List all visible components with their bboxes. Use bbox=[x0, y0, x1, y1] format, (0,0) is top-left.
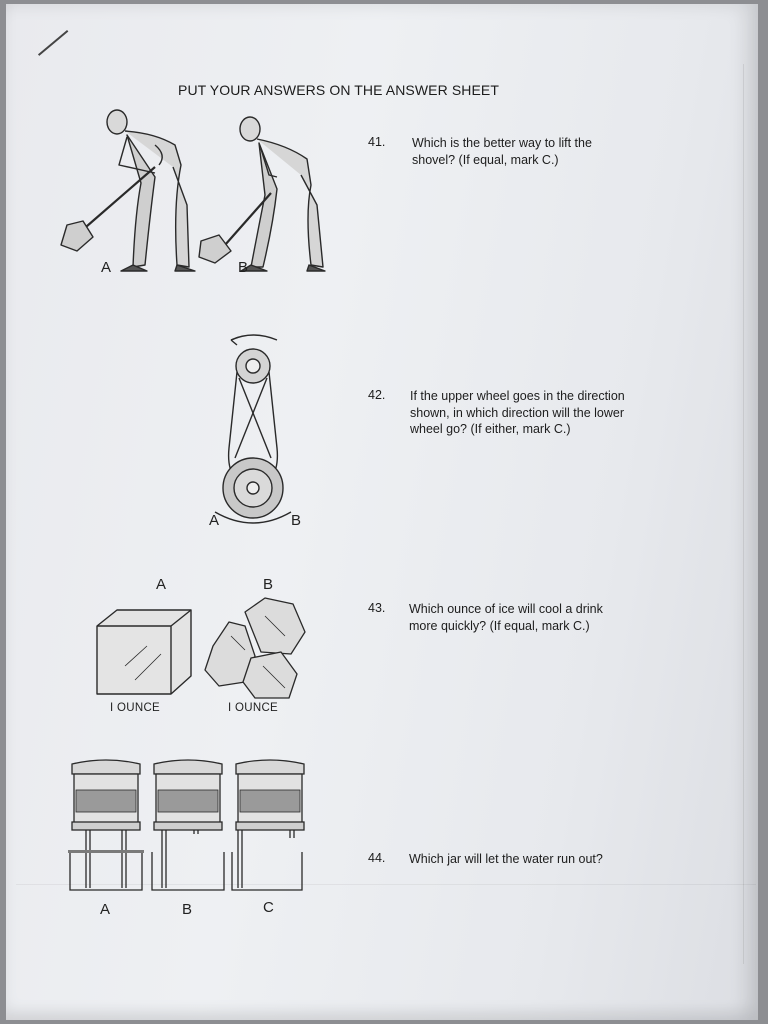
pen-mark bbox=[38, 30, 68, 56]
q41-option-b: B bbox=[238, 259, 249, 276]
q43-caption-a: I OUNCE bbox=[110, 702, 161, 714]
jars-illustration bbox=[66, 756, 311, 896]
q43-caption-b: I OUNCE bbox=[228, 702, 279, 714]
shovel-illustration bbox=[55, 105, 335, 280]
q43-option-a: A bbox=[156, 576, 167, 593]
jar-b-illustration bbox=[152, 760, 224, 890]
q43-number: 43. bbox=[368, 601, 386, 615]
jar-a-illustration bbox=[68, 760, 144, 890]
q41-number: 41. bbox=[368, 135, 386, 149]
q42-option-b: B bbox=[291, 512, 302, 529]
q44-text: Which jar will let the water run out? bbox=[409, 852, 603, 866]
q42-text: If the upper wheel goes in the direction shown, in which direction will the lower wheel go? (If either, mark C.) bbox=[410, 389, 625, 436]
q44-option-b: B bbox=[182, 901, 193, 918]
page-header: PUT YOUR ANSWERS ON THE ANSWER SHEET bbox=[178, 82, 499, 98]
q44-option-c: C bbox=[263, 899, 274, 916]
crushed-ice-illustration bbox=[205, 598, 305, 698]
q41-option-a: A bbox=[101, 259, 112, 276]
jar-c-illustration bbox=[232, 760, 304, 890]
ice-cube-illustration bbox=[95, 596, 315, 700]
q43-option-b: B bbox=[263, 576, 274, 593]
page-edge-shadow bbox=[743, 64, 744, 964]
q42-option-a: A bbox=[209, 512, 220, 529]
belt-pulley-illustration bbox=[195, 328, 305, 528]
q43-text: Which ounce of ice will cool a drink more quickly? (If equal, mark C.) bbox=[409, 602, 603, 633]
q41-text: Which is the better way to lift the shovel? (If equal, mark C.) bbox=[412, 136, 592, 167]
q44-option-a: A bbox=[100, 901, 111, 918]
q42-number: 42. bbox=[368, 388, 386, 402]
q44-number: 44. bbox=[368, 851, 386, 865]
